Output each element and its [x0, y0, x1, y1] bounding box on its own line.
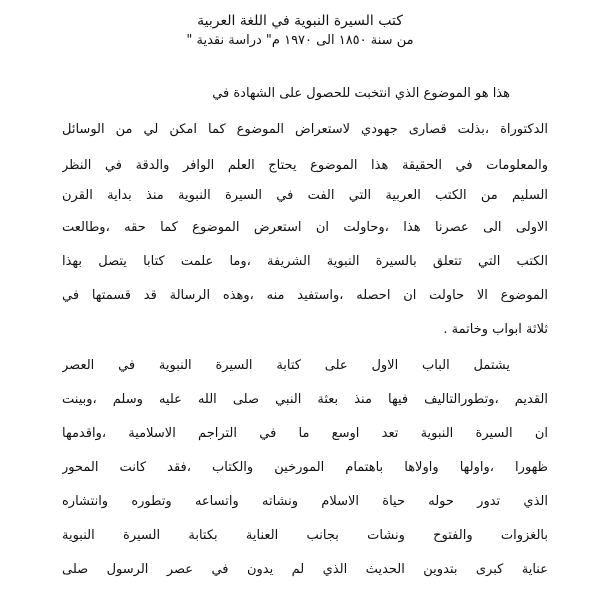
- document-title: كتب السيرة النبوية في اللغة العربية: [197, 13, 403, 29]
- paragraph-2-line-1: يشتمل الباب الاول على كتابة السيرة النبوية في العصر: [62, 358, 510, 373]
- paragraph-2-line-4: ظهورا ،واولها واولاها باهتمام المورخين والكتاب ،فقد كانت المحور: [62, 460, 548, 475]
- paragraph-1-line-5: الاولى الى عصرنا هذا ،وحاولت ان استعرض الموضوع كما حقه ،وطالعت: [62, 220, 548, 235]
- paragraph-1-line-3: والمعلومات في الحقيقة هذا الموضوع يحتاج العلم الوافر والدقة في النظر: [62, 158, 548, 173]
- paragraph-1-line-2: الدكتوراة ،بذلت قصارى جهودي لاستعراض الموضوع كما امكن لي من الوسائل: [62, 122, 548, 137]
- paragraph-1-line-8: ثلاثة ابواب وخاتمة .: [443, 322, 548, 337]
- paragraph-2-line-3: ان السيرة النبوية تعد اوسع ما في التراجم الاسلامية ،واقدمها: [62, 426, 548, 441]
- document-subtitle: من سنة ١٨٥٠ الى ١٩٧٠ م" دراسة نقدية ": [186, 33, 414, 48]
- paragraph-2-line-6: بالغزوات والفتوح ونشات بجانب العناية بكتابة السيرة النبوية: [62, 528, 548, 543]
- paragraph-2-line-5: الذي تدور حوله حياة الاسلام ونشاته واتساعه وتطوره وانتشاره: [62, 494, 548, 509]
- paragraph-2-line-2: القديم ،وتطورالتاليف فيها منذ بعثة النبي صلى الله عليه وسلم ،وبينت: [62, 392, 548, 407]
- paragraph-1-line-7: الموضوع الا حاولت ان احصله ،واستفيد منه ،وهذه الرسالة قد قسمتها في: [62, 288, 548, 303]
- paragraph-1-line-4: السليم من الكتب العربية التي الفت في السيرة النبوية منذ بداية القرن: [62, 188, 548, 203]
- paragraph-1-line-6: الكتب التي تتعلق بالسيرة النبوية الشريفة ،وما علمت كتابا يتصل بهذا: [62, 254, 548, 269]
- paragraph-1-line-1: هذا هو الموضوع الذي انتخبت للحصول على الشهادة في: [212, 86, 510, 101]
- paragraph-2-line-7: عناية كبرى بتدوين الحديث الذي لم يدون في عصر الرسول صلى: [62, 562, 548, 577]
